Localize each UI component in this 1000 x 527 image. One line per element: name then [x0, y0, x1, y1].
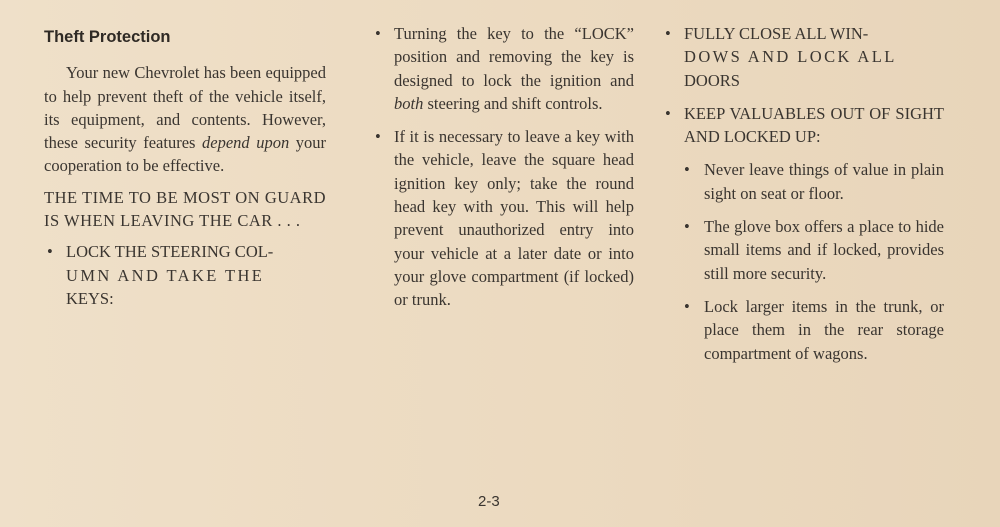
bullet-icon: • — [684, 160, 690, 180]
bullet-icon: • — [684, 217, 690, 237]
sub-bullet-plain-sight — [662, 158, 944, 205]
page-number: 2-3 — [478, 493, 500, 510]
bullet-text-line2: UMN AND TAKE THE — [66, 265, 265, 285]
sub-bullet-text: The glove box offers a place to hide small items and if locked, provides still more security. — [704, 217, 944, 283]
intro-paragraph — [44, 61, 326, 177]
bullet-text-line3: KEYS: — [66, 288, 114, 308]
bullet-icon: • — [684, 296, 690, 316]
sub-bullet-glove-box — [662, 215, 944, 285]
bullet-close-windows — [662, 22, 944, 92]
intro-text-b: your cooperation to be effective. — [44, 133, 326, 176]
sub-bullet-text: Lock larger items in the trunk, or place them in the rear storage compartment of wagons. — [704, 296, 944, 363]
bullet-icon: • — [665, 24, 671, 43]
bullet-text-line1: LOCK THE STEERING COL- — [66, 242, 274, 262]
bullet-leave-key — [372, 125, 634, 311]
column-right — [662, 22, 944, 375]
bullet-text: KEEP VALUABLES OUT OF SIGHT AND LOCKED UP: — [684, 103, 944, 147]
column-left — [44, 22, 326, 320]
bullet-keep-valuables — [662, 102, 944, 149]
time-to-guard-text: THE TIME TO BE MOST ON GUARD IS WHEN LEAVING THE CAR . . . — [44, 187, 326, 231]
bullet-icon: • — [375, 24, 381, 43]
bullet-turning-key — [372, 22, 634, 115]
intro-emphasis: depend upon — [202, 133, 290, 153]
bullet-text-line1: FULLY CLOSE ALL WIN- — [684, 24, 869, 43]
bullet-text-a: Turning the key to the “LOCK” position and removing the key is designed to lock the ignition and — [394, 24, 634, 90]
sub-bullet-text: Never leave things of value in plain sight on seat or floor. — [704, 160, 944, 203]
bullet-icon: • — [47, 242, 53, 262]
bullet-text-line3: DOORS — [684, 70, 740, 90]
bullet-text-line2: DOWS AND LOCK ALL — [684, 47, 897, 67]
bullet-text: If it is necessary to leave a key with the vehicle, leave the square head ignition key only; take the round head key with you. This will help prevent unauthorized entry into your vehicle at a later date or into your glove compartment (if locked) or trunk. — [394, 127, 634, 310]
bullet-emphasis: both — [394, 93, 424, 113]
bullet-icon: • — [375, 127, 381, 147]
section-heading: Theft Protection — [44, 28, 171, 46]
bullet-text-b: steering and shift controls. — [423, 93, 603, 113]
bullet-icon: • — [665, 103, 671, 123]
column-middle — [372, 22, 634, 322]
bullet-lock-steering — [44, 240, 326, 310]
intro-text-a: Your new Chevrolet has been equipped to help prevent theft of the vehicle itself, its equipment, and contents. However, these security features — [44, 63, 326, 153]
sub-bullet-trunk — [662, 295, 944, 365]
